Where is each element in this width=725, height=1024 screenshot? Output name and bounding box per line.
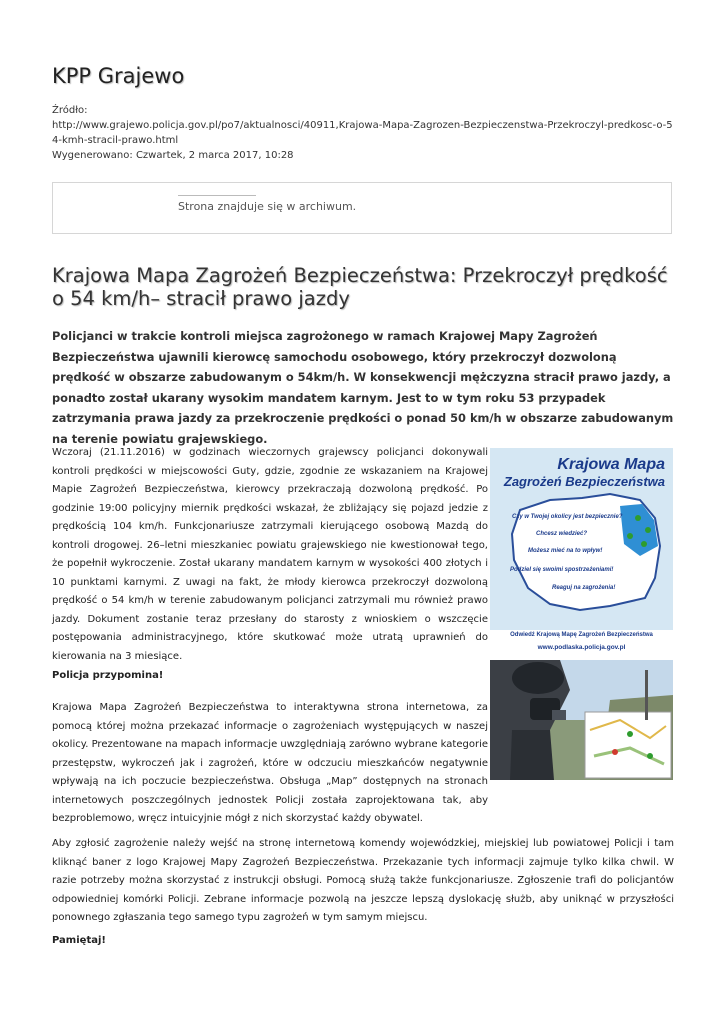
archive-divider: [178, 195, 256, 196]
archive-note: Strona znajduje się w archiwum.: [178, 200, 357, 213]
poster-line-4: Podziel się swoimi spostrzeżeniami!: [510, 567, 614, 573]
poster-title-2: Zagrożeń Bezpieczeństwa: [503, 474, 665, 489]
article-paragraph-1: Wczoraj (21.11.2016) w godzinach wieczornych grajewscy policjanci dokonywali kontroli prędkości w miejscowości Guty, gdzie, zgodnie ze wskazaniem na Krajowej Mapie Zagrożeń Bezpieczeństwa, kierowcy przekraczają dozwoloną prędkość. Po godzinie 19:00 policyjny miernik prędkości wskazał, że zbliżający się pojazd jedzie z prędkością 104 km/h. Funkcjonariusze zatrzymali kierującego osobową Mazdą do kontroli drogowej. 26–letni mieszkaniec powiatu grajewskiego nie kwestionował tego, że popełnił wykroczenie. Został ukarany mandatem karnym w wysokości 400 złotych i 10 punktami karnymi. Z uwagi na fakt, że młody kierowca przekroczył dozwoloną prędkość o 54 km/h w terenie zabudowanym policjanci zatrzymali mu również prawo jazdy. Dokument zostanie teraz przesłany do starosty z wnioskiem o wszczęcie postępowania administracyjnego, które skutkować może utratą uprawnień do kierowania na 3 miesiące.: [52, 447, 488, 662]
source-label: Źródło:: [52, 105, 88, 116]
article-title: Krajowa Mapa Zagrożeń Bezpieczeństwa: Przekroczył prędkość o 54 km/h– stracił prawo jazdy: [52, 264, 668, 310]
poster-title-1: Krajowa Mapa: [557, 456, 665, 473]
poster-line-5: Reaguj na zagrożenia!: [552, 585, 616, 591]
archive-notice: [52, 182, 672, 234]
speed-check-photo: [490, 660, 673, 780]
article-paragraph-3: Aby zgłosić zagrożenie należy wejść na stronę internetową komendy wojewódzkiej, miejskiej lub powiatowej Policji i tam kliknąć baner z logo Krajowej Mapy Zagrożeń Bezpieczeństwa. Przekazanie tych informacji zajmuje tylko kilka chwil. W razie potrzeby można skorzystać z instrukcji obsługi. Pomocą służą także funkcjonariusze. Zgłoszenie trafi do policjantów odpowiedniej komórki Policji. Zebrane informacje pozwolą na jeszcze lepszą dyslokację służb, aby uniknąć w przyszłości ponownego zgłaszania tego samego typu zagrożeń w tym samym miejscu.: [52, 838, 674, 923]
poster-line-1: Czy w Twojej okolicy jest bezpiecznie?: [512, 514, 623, 520]
subheading-policja-przypomina: Policja przypomina!: [52, 670, 164, 681]
document-meta: [52, 103, 677, 163]
subheading-pamietaj: Pamiętaj!: [52, 935, 106, 946]
poster-footer-1: Odwiedź Krajową Mapę Zagrożeń Bezpieczeństwa: [510, 632, 653, 638]
article-paragraph-2: Krajowa Mapa Zagrożeń Bezpieczeństwa to interaktywna strona internetowa, za pomocą której można przekazać informacje o zagrożeniach występujących w naszej okolicy. Prezentowane na mapach informacje uwzględniają zarówno wybrane kategorie przestępstw, wykroczeń jak i zagrożeń, które w odczuciu mieszkańców negatywnie wpływają na ich poczucie bezpieczeństwa. Obsługa „Map” dostępnych na stronach internetowych poszczególnych jednostek Policji została zaprojektowana tak, aby bezproblemowo, wręcz intuicyjnie mógł z nich skorzystać każdy obywatel.: [52, 702, 488, 824]
site-title: KPP Grajewo: [52, 64, 185, 88]
poster-footer-2: www.podlaska.policja.gov.pl: [537, 644, 626, 651]
poster-line-3: Możesz mieć na to wpływ!: [528, 548, 603, 554]
article-lead: Policjanci w trakcie kontroli miejsca zagrożonego w ramach Krajowej Mapy Zagrożeń Bezpieczeństwa ujawnili kierowcę samochodu osobowego, który przekroczył dozwoloną prędkość w obszarze zabudowanym o 54km/h. W konsekwencji mężczyzna stracił prawo jazdy, a ponadto został ukarany wysokim mandatem karnym. Jest to w tym roku 53 przypadek zatrzymania prawa jazdy za przekroczenie prędkości o ponad 50 km/h w obszarze zabudowanym na terenie powiatu grajewskiego.: [52, 329, 674, 446]
kmzb-poster-image: [490, 448, 673, 656]
source-url[interactable]: http://www.grajewo.policja.gov.pl/po7/aktualnosci/40911,Krajowa-Mapa-Zagrozen-Bezpieczenstwa-Przekroczyl-predkosc-o-54-kmh-stracil-prawo.html: [52, 120, 673, 146]
poster-line-2: Chcesz wiedzieć?: [536, 531, 588, 537]
generated-date: Wygenerowano: Czwartek, 2 marca 2017, 10:28: [52, 150, 294, 161]
officer-speed-gun-image: [490, 660, 673, 780]
